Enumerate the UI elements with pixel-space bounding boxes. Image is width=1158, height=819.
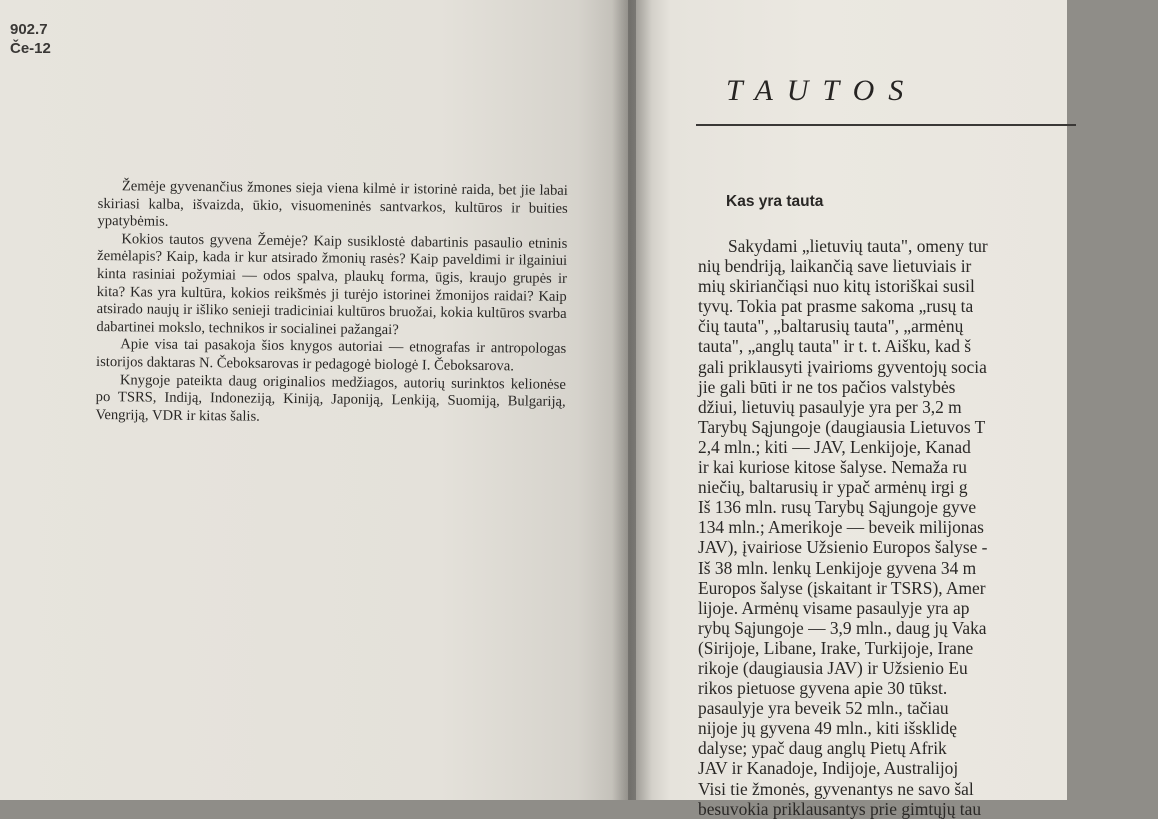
text-line: tauta", „anglų tauta" ir t. t. Aišku, kad š bbox=[698, 336, 972, 357]
title-rule bbox=[696, 124, 1076, 126]
text-line: pasaulyje yra beveik 52 mln., tačiau bbox=[698, 698, 949, 719]
annotation-paragraph: Kokios tautos gyvena Žemėje? Kaip susiklostė dabartinis pasaulio etninis žemėlapis? Kaip, kada ir kur atsirado žmonių rasės? Kaip paveldimi ir ilgainiui kinta rasiniai požymiai — odos spalva, plaukų forma, ūgis, kraujo grupės ir kita? Kas yra kultūra, kokios reikšmės ji turėjo istorinei žmonijos raidai? Kaip atsirado naujų ir išliko senieji tradiciniai kultūros bruožai, kokia kultūros svarba dabartinei mokslo, technikos ir socialinei pažangai? bbox=[96, 231, 568, 338]
text-line: lijoje. Armėnų visame pasaulyje yra ap bbox=[698, 597, 970, 618]
catalog-code: Če-12 bbox=[10, 40, 51, 57]
catalog-mark bbox=[10, 20, 51, 58]
annotation-paragraph: Apie visa tai pasakoja šios knygos autoriai — etnografas ir antropologas istorijos daktaras N. Čeboksarovas ir pedagogė biologė I. Čeboksarova. bbox=[95, 336, 567, 375]
text-line: (Sirijoje, Libane, Irake, Turkijoje, Irane bbox=[698, 637, 974, 658]
section-heading: Kas yra tauta bbox=[726, 193, 824, 210]
catalog-number: 902.7 bbox=[10, 21, 48, 38]
text-line: rybų Sąjungoje — 3,9 mln., daug jų Vaka bbox=[698, 617, 987, 638]
book-annotation bbox=[95, 178, 568, 429]
text-line: džiui, lietuvių pasaulyje yra per 3,2 m bbox=[698, 396, 962, 417]
text-line: čių tauta", „baltarusių tauta", „armėnų bbox=[698, 316, 964, 337]
annotation-paragraph: Knygoje pateikta daug originalios medžiagos, autorių surinktos kelionėse po TSRS, Indiją, Indoneziją, Kiniją, Japoniją, Lenkiją, Suomiją, Bulgariją, Vengriją, VDR ir kitas šalis. bbox=[95, 371, 566, 425]
text-line: tyvų. Tokia pat prasme sakoma „rusų ta bbox=[698, 296, 974, 317]
text-line: dalyse; ypač daug anglų Pietų Afrik bbox=[698, 738, 947, 759]
right-page bbox=[636, 0, 1067, 819]
text-line: rikoje (daugiausia JAV) ir Užsienio Eu bbox=[698, 657, 968, 678]
text-line: JAV), įvairiose Užsienio Europos šalyse - bbox=[698, 537, 988, 558]
text-line: jie gali būti ir ne tos pačios valstybės bbox=[698, 376, 956, 397]
text-line: nijoje jų gyvena 49 mln., kiti išsklidę bbox=[698, 718, 957, 739]
text-line: nių bendriją, laikančią save lietuviais ir bbox=[698, 256, 972, 277]
text-line: Iš 136 mln. rusų Tarybų Sąjungoje gyve bbox=[698, 497, 977, 518]
text-line: niečių, baltarusių ir ypač armėnų irgi g bbox=[698, 477, 968, 498]
text-line: gali priklausyti įvairioms gyventojų socia bbox=[698, 356, 987, 377]
text-line: rikos pietuose gyvena apie 30 tūkst. bbox=[698, 678, 948, 699]
text-line: 134 mln.; Amerikoje — beveik milijonas bbox=[698, 517, 984, 538]
text-line: Sakydami „lietuvių tauta", omeny tur bbox=[728, 236, 988, 256]
text-line: Visi tie žmonės, gyvenantys ne savo šal bbox=[698, 778, 974, 799]
chapter-body-text bbox=[698, 236, 1158, 819]
text-line: mių skiriančiąsi nuo kitų istoriškai susil bbox=[698, 276, 975, 297]
text-line: JAV ir Kanadoje, Indijoje, Australijoj bbox=[698, 758, 959, 779]
text-line: Iš 38 mln. lenkų Lenkijoje gyvena 34 m bbox=[698, 557, 977, 578]
text-line: Tarybų Sąjungoje (daugiausia Lietuvos T bbox=[698, 416, 986, 437]
text-line: besuvokia priklausantys prie gimtųjų tau bbox=[698, 798, 982, 819]
text-line: 2,4 mln.; kiti — JAV, Lenkijoje, Kanad bbox=[698, 436, 971, 457]
annotation-paragraph: Žemėje gyvenančius žmones sieja viena kilmė ir istorinė raida, bet jie labai skiriasi kalba, išvaizda, ūkio, visuomeninės santvarkos, kultūros ir buities ypatybėmis. bbox=[97, 178, 568, 230]
text-line: Europos šalyse (įskaitant ir TSRS), Amer bbox=[698, 577, 986, 598]
text-line: ir kai kuriose kitose šalyse. Nemaža ru bbox=[698, 457, 967, 478]
chapter-title: TAUTOS bbox=[726, 74, 918, 107]
